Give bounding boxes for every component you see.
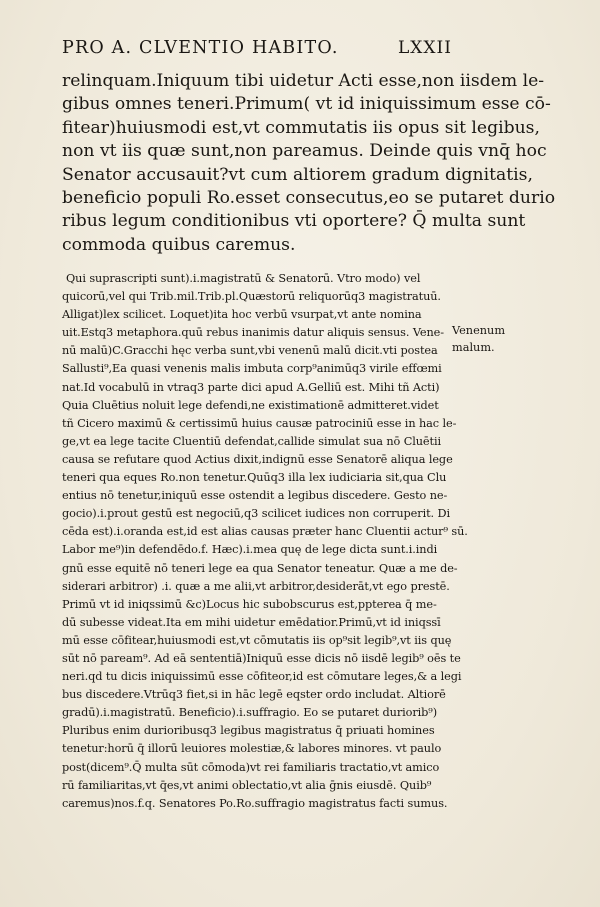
folio-number: LXXII <box>398 38 452 58</box>
main-text-line: Senator accusauit?vt cum altiorem gradum dignitatis, <box>62 164 533 185</box>
main-text <box>62 70 556 257</box>
commentary-line: teneri qua eques Ro.non tenetur.Quūq3 illa lex iudiciaria sit,qua Clu <box>62 471 447 485</box>
commentary-line: sūt nō paream⁹. Ad eā sententiā)Iniquū esse dicis nō iisdē legib⁹ oēs te <box>62 651 461 665</box>
commentary-line: Pluribus enim durioribusq3 legibus magistratus q̄ priuati homines <box>62 724 435 738</box>
commentary-line: dū subesse videat.Ita em mihi uidetur emēdatior.Primū,vt id iniqssī <box>62 615 441 629</box>
main-text-line: commoda quibus caremus. <box>62 234 296 255</box>
commentary-line: caremus)nos.f.q. Senatores Po.Ro.suffragio magistratus facti sumus. <box>62 796 448 810</box>
commentary-line: tenetur:horū q̄ illorū leuiores molestiæ,& labores minores. vt paulo <box>62 742 442 756</box>
main-text-line: non vt iis quæ sunt,non pareamus. Deinde quis vnq̄ hoc <box>62 141 547 162</box>
marginal-note <box>452 322 505 356</box>
commentary-line: Quia Cluētius noluit lege defendi,ne existimationē admitteret.videt <box>62 398 439 412</box>
main-text-line: relinquam.Iniquum tibi uidetur Acti esse,non iisdem le- <box>62 71 545 91</box>
commentary-line: quicorū,vel qui Trib.mil.Trib.pl.Quæstorū reliquorūq3 magistratuū. <box>62 290 441 304</box>
commentary-line: mū esse cōfitear,huiusmodi est,vt cōmutatis iis op⁹sit legib⁹,vt iis quę <box>62 633 452 647</box>
commentary-line: Alligat)lex scilicet. Loquet)ita hoc verbū vsurpat,vt ante nomina <box>62 308 422 322</box>
commentary-line: entius nō tenetur,iniquū esse ostendit a legibus discedere. Gesto ne- <box>62 489 448 503</box>
commentary-line: tñ Cicero maximū & certissimū huius causæ patrociniū esse in hac le- <box>62 416 457 430</box>
commentary-line: Labor me⁹)in defendēdo.f. Hæc).i.mea quę de lege dicta sunt.i.indi <box>62 543 438 557</box>
commentary-line: Sallusti⁹,Ea quasi venenis malis imbuta corp⁹animūq3 virile effœmi <box>62 362 442 376</box>
commentary-line: post(dicem⁹.Q̄ multa sūt cōmoda)vt rei familiaris tractatio,vt amico <box>62 760 440 774</box>
main-text-line: gibus omnes teneri.Primum( vt id iniquissimum esse cō- <box>62 94 551 115</box>
main-text-line: ribus legum conditionibus vti oportere? Q̄ multa sunt <box>62 211 526 232</box>
commentary-line: Qui suprascripti sunt).i.magistratū & Senatorū. Vtro modo) vel <box>66 272 421 285</box>
commentary-line: nū malū)C.Gracchi hęc verba sunt,vbi venenū malū dicit.vti postea <box>62 344 438 358</box>
marginal-note-line: Venenum <box>452 324 506 337</box>
running-head: PRO A. CLVENTIO HABITO. <box>62 38 339 58</box>
commentary-line: Primū vt id iniqssimū &c)Locus hic subobscurus est,ppterea q̄ me- <box>62 597 437 611</box>
commentary-line: nat.Id vocabulū in vtraq3 parte dici apud A.Gelliū est. Mihi tñ Acti) <box>62 380 440 394</box>
commentary-line: gocio).i.prout gestū est negociū,q3 scilicet iudices non corruperit. Di <box>62 507 450 521</box>
commentary-line: ge,vt ea lege tacite Cluentiū defendat,callide simulat sua nō Cluētii <box>62 434 441 448</box>
commentary-line: gradū).i.magistratū. Beneficio).i.suffragio. Eo se putaret duriorib⁹) <box>62 706 438 720</box>
commentary-line: rū familiaritas,vt q̄es,vt animi oblectatio,vt alia ḡnis eiusdē. Quib⁹ <box>62 778 432 792</box>
commentary-line: neri.qd tu dicis iniquissimū esse cōfiteor,id est cōmutare leges,& a legi <box>62 670 462 684</box>
commentary-line: siderari arbitror) .i. quæ a me alii,vt arbitror,desiderāt,vt ego prestē. <box>62 579 450 593</box>
marginal-note-line: malum. <box>452 341 495 354</box>
commentary-line: cēda est).i.oranda est,id est alias causas præter hanc Cluentii actur⁹ sū. <box>62 525 468 539</box>
main-text-line: beneficio populi Ro.esset consecutus,eo se putaret durio <box>62 187 556 208</box>
commentary-line: bus discedere.Vtrūq3 fiet,si in hāc legē eqster ordo includat. Altiorē <box>62 688 446 702</box>
commentary-line: gnū esse equitē nō teneri lege ea qua Senator teneatur. Quæ a me de- <box>62 561 458 575</box>
commentary-line: uit.Estq3 metaphora.quū rebus inanimis datur aliquis sensus. Vene- <box>62 326 444 340</box>
main-text-line: fitear)huiusmodi est,vt commutatis iis opus sit legibus, <box>62 117 540 138</box>
commentary <box>62 270 468 813</box>
commentary-line: causa se refutare quod Actius dixit,indignū esse Senatorē aliqua lege <box>62 452 453 466</box>
